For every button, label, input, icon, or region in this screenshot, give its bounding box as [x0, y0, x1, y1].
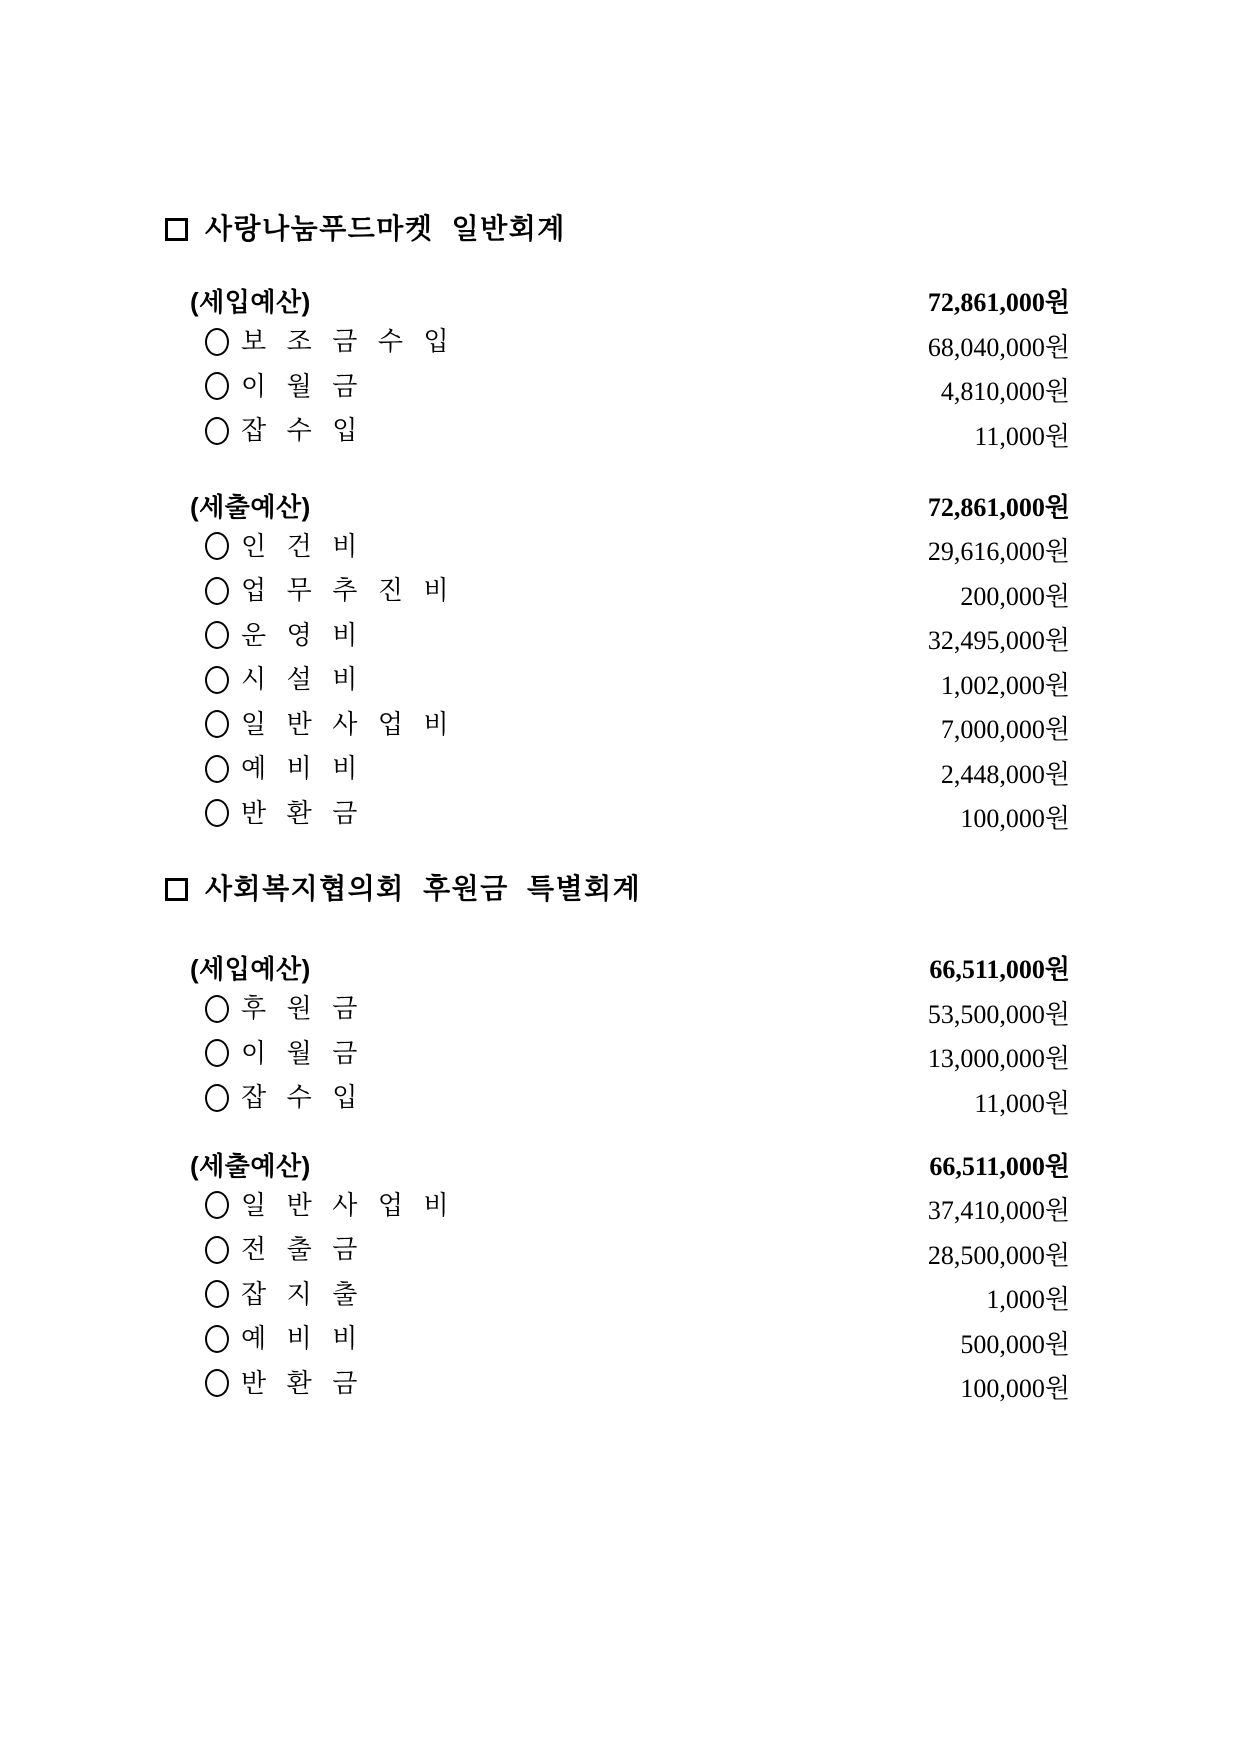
circle-bullet-icon: [205, 799, 229, 827]
section-title-row: [165, 212, 1070, 246]
circle-bullet-icon: [205, 1084, 229, 1112]
item-label: 예 비 비: [241, 754, 365, 783]
budget-item-row: [205, 571, 1070, 616]
budget-item-left: [205, 322, 456, 361]
budget-item-row: [205, 616, 1070, 661]
item-amount: 29,616,000원: [927, 537, 1070, 566]
group-items: [165, 322, 1070, 456]
group-header-row: [190, 488, 1070, 527]
budget-item-row: [205, 1319, 1070, 1364]
budget-item-row: [205, 1364, 1070, 1409]
budget-section: [165, 212, 1070, 838]
item-label: 업 무 추 진 비: [241, 576, 456, 605]
item-label: 이 월 금: [241, 1038, 365, 1068]
budget-item-left: [205, 1078, 364, 1117]
budget-group: [165, 1147, 1070, 1409]
budget-item-row: [205, 1078, 1070, 1123]
budget-item-left: [205, 749, 364, 788]
budget-item-row: [205, 1275, 1070, 1320]
item-amount: 1,002,000원: [940, 670, 1070, 700]
section-title: 사회복지협의회 후원금 특별회계: [205, 873, 642, 904]
circle-bullet-icon: [205, 417, 229, 445]
budget-item-row: [205, 705, 1070, 750]
budget-item-left: [205, 1319, 364, 1358]
item-label: 후 원 금: [241, 994, 365, 1023]
item-label: 일 반 사 업 비: [241, 1190, 456, 1220]
group-total-amount: 72,861,000원: [927, 288, 1070, 317]
budget-item-row: [205, 1034, 1070, 1079]
budget-item-left: [205, 1186, 456, 1225]
group-items: [165, 527, 1070, 839]
group-header-row: [190, 1147, 1070, 1186]
budget-item-left: [205, 1275, 364, 1314]
circle-bullet-icon: [205, 995, 229, 1023]
group-items: [165, 989, 1070, 1123]
item-amount: 100,000원: [960, 804, 1070, 833]
circle-bullet-icon: [205, 755, 229, 783]
group-header-row: [190, 950, 1070, 989]
budget-item-left: [205, 411, 364, 450]
item-amount: 68,040,000원: [927, 332, 1070, 362]
budget-item-row: [205, 1230, 1070, 1275]
budget-item-row: [205, 794, 1070, 839]
circle-bullet-icon: [205, 710, 229, 738]
item-label: 인 건 비: [241, 531, 365, 561]
item-amount: 32,495,000원: [927, 626, 1070, 655]
budget-item-left: [205, 571, 456, 610]
section-title: 사랑나눔푸드마켓 일반회계: [205, 213, 566, 244]
item-amount: 200,000원: [960, 581, 1070, 611]
budget-item-row: [205, 660, 1070, 705]
item-amount: 11,000원: [974, 421, 1070, 451]
budget-item-left: [205, 989, 364, 1028]
group-header-row: [190, 283, 1070, 322]
budget-item-left: [205, 1230, 364, 1269]
item-amount: 100,000원: [960, 1374, 1070, 1403]
group-total-amount: 66,511,000원: [929, 1151, 1070, 1181]
item-label: 시 설 비: [241, 665, 365, 694]
budget-sections: [165, 212, 1070, 1408]
budget-item-left: [205, 794, 364, 833]
budget-item-row: [205, 749, 1070, 794]
item-label: 전 출 금: [241, 1235, 365, 1264]
square-bullet-icon: [165, 218, 188, 241]
item-label: 운 영 비: [241, 620, 365, 650]
budget-item-left: [205, 527, 364, 566]
circle-bullet-icon: [205, 1039, 229, 1067]
item-amount: 37,410,000원: [927, 1196, 1070, 1225]
budget-item-row: [205, 527, 1070, 572]
item-label: 잡 수 입: [241, 1083, 365, 1112]
group-header-label: (세입예산): [190, 287, 311, 317]
budget-section: [165, 872, 1070, 1408]
group-items: [165, 1186, 1070, 1409]
item-amount: 500,000원: [960, 1329, 1070, 1359]
budget-item-row: [205, 1186, 1070, 1231]
item-label: 일 반 사 업 비: [241, 709, 456, 739]
item-amount: 7,000,000원: [940, 715, 1070, 744]
budget-item-left: [205, 1034, 364, 1073]
item-label: 이 월 금: [241, 371, 365, 401]
item-amount: 2,448,000원: [940, 759, 1070, 789]
item-label: 반 환 금: [241, 798, 365, 828]
circle-bullet-icon: [205, 1369, 229, 1397]
item-label: 반 환 금: [241, 1368, 365, 1398]
item-label: 잡 수 입: [241, 416, 365, 445]
section-groups: [165, 950, 1070, 1408]
group-total-amount: 72,861,000원: [927, 492, 1070, 522]
item-amount: 4,810,000원: [940, 377, 1070, 406]
circle-bullet-icon: [205, 1191, 229, 1219]
budget-item-left: [205, 1364, 364, 1403]
budget-item-left: [205, 616, 364, 655]
budget-group: [165, 950, 1070, 1123]
circle-bullet-icon: [205, 666, 229, 694]
circle-bullet-icon: [205, 577, 229, 605]
item-label: 예 비 비: [241, 1324, 365, 1353]
circle-bullet-icon: [205, 372, 229, 400]
item-amount: 53,500,000원: [927, 999, 1070, 1029]
circle-bullet-icon: [205, 328, 229, 356]
group-header-label: (세입예산): [190, 954, 311, 984]
section-groups: [165, 283, 1070, 838]
budget-group: [165, 283, 1070, 456]
budget-item-left: [205, 660, 364, 699]
budget-item-left: [205, 705, 456, 744]
item-label: 보 조 금 수 입: [241, 327, 456, 356]
item-amount: 11,000원: [974, 1088, 1070, 1118]
budget-group: [165, 488, 1070, 839]
item-amount: 13,000,000원: [927, 1044, 1070, 1073]
square-bullet-icon: [165, 878, 188, 901]
item-amount: 28,500,000원: [927, 1240, 1070, 1270]
circle-bullet-icon: [205, 621, 229, 649]
circle-bullet-icon: [205, 1236, 229, 1264]
group-header-label: (세출예산): [190, 491, 311, 522]
item-amount: 1,000원: [986, 1285, 1070, 1314]
budget-item-left: [205, 367, 364, 406]
circle-bullet-icon: [205, 1280, 229, 1308]
group-total-amount: 66,511,000원: [929, 955, 1070, 984]
section-title-row: [165, 872, 1070, 906]
budget-item-row: [205, 411, 1070, 456]
item-label: 잡 지 출: [241, 1279, 365, 1309]
circle-bullet-icon: [205, 532, 229, 560]
circle-bullet-icon: [205, 1325, 229, 1353]
budget-item-row: [205, 367, 1070, 412]
budget-item-row: [205, 322, 1070, 367]
budget-item-row: [205, 989, 1070, 1034]
group-header-label: (세출예산): [190, 1150, 311, 1181]
